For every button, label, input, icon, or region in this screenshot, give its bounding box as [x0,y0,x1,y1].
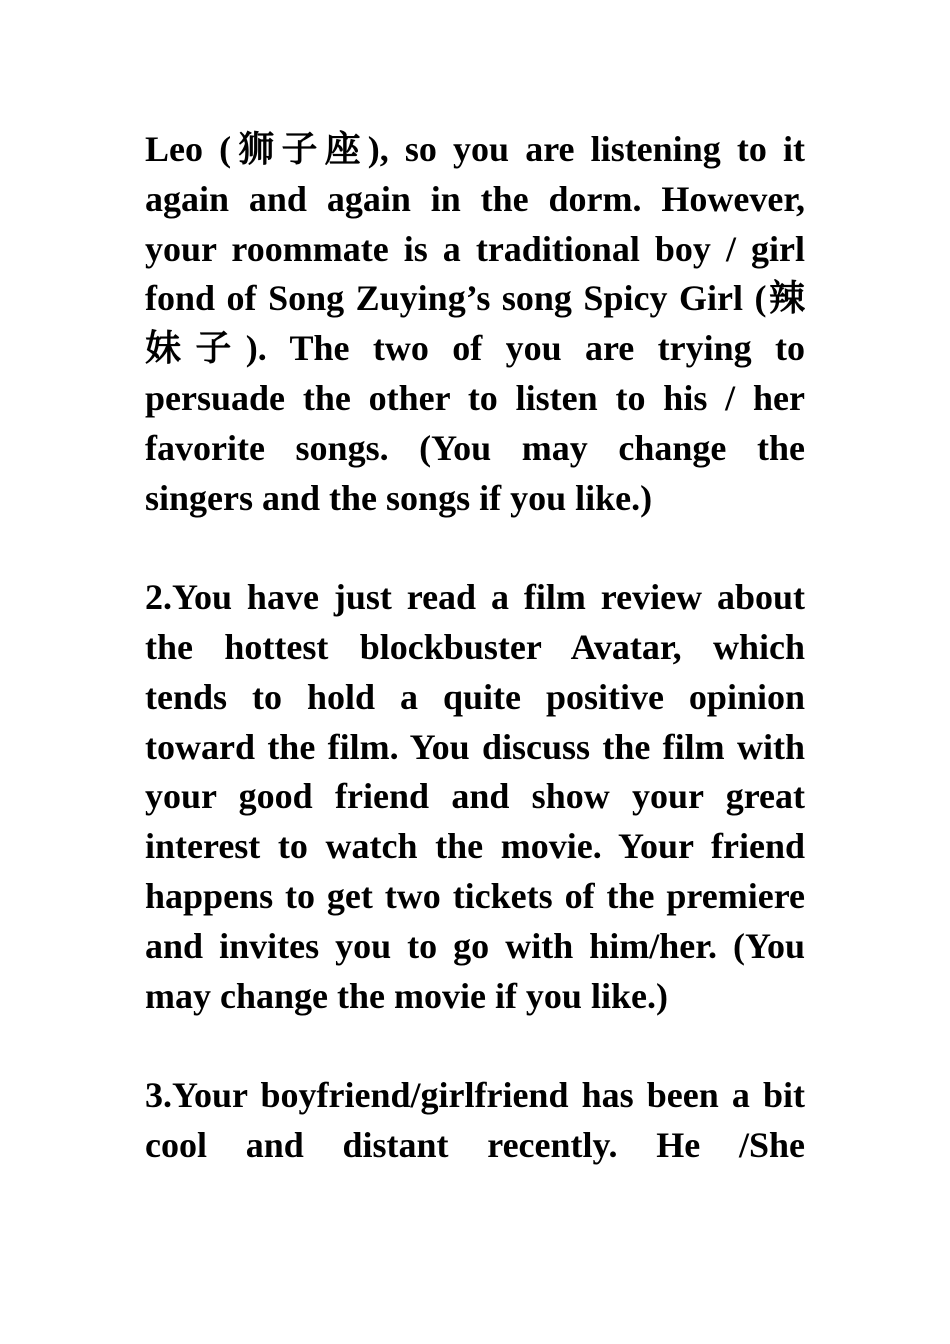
paragraph-spacer [145,1021,805,1071]
paragraph-music-scenario: Leo (狮子座), so you are listening to it again and again in the dorm. However, your roommate is a traditional boy / girl fond of Song Zuying’s song Spicy Girl (辣妹子). The two of you are trying to persuade the other to listen to his / her favorite songs. (You may change the singers and the songs if you like.) [145,129,805,518]
document-body [145,125,805,1171]
paragraph-film-scenario: 2.You have just read a film review about the hottest blockbuster Avatar, which tends to hold a quite positive opinion toward the film. You discuss the film with your good friend and show your great interest to watch the movie. Your friend happens to get two tickets of the premiere and invites you to go with him/her. (You may change the movie if you like.) [145,577,805,1016]
paragraph-relationship-scenario: 3.Your boyfriend/girlfriend has been a bit cool and distant recently. He /She [145,1075,805,1165]
paragraph-spacer [145,523,805,573]
